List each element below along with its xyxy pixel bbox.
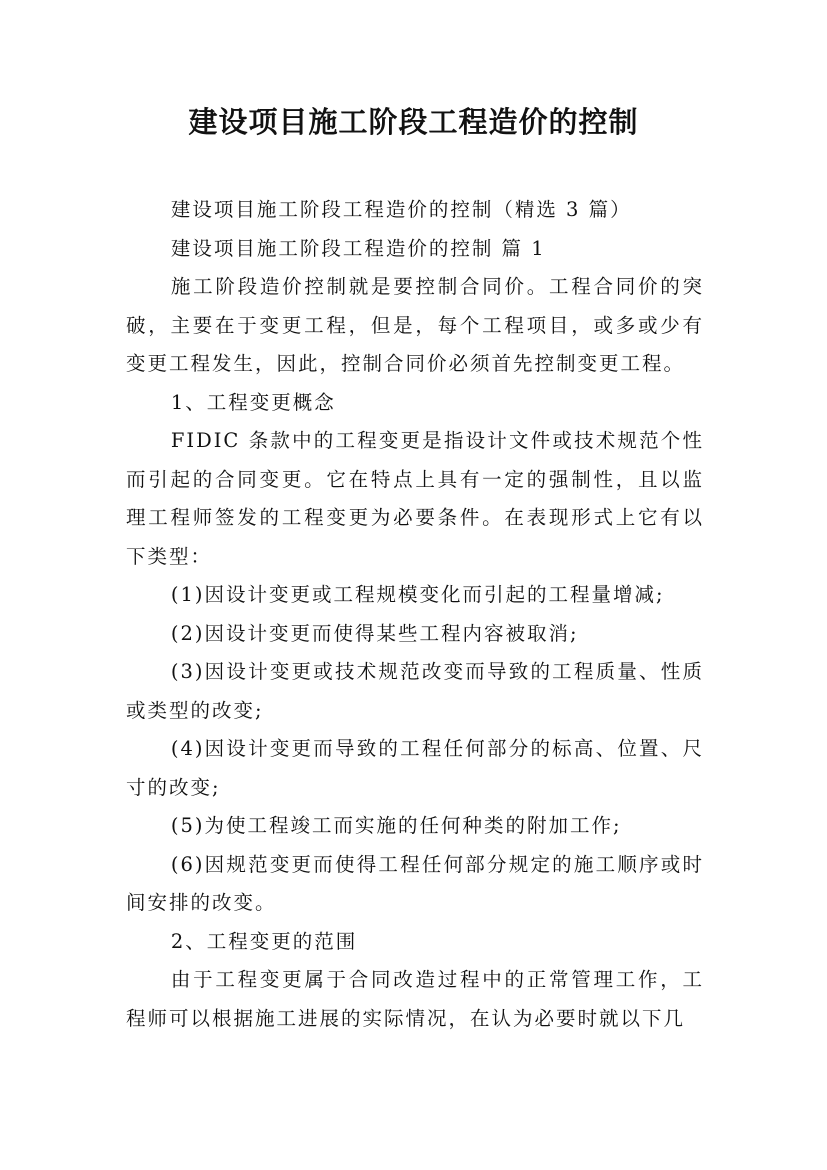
document-body xyxy=(126,191,704,1038)
numbered-heading: 2、工程变更的范围 xyxy=(170,929,358,953)
list-item: (2)因设计变更而使得某些工程内容被取消; xyxy=(170,621,579,645)
list-item: (4)因设计变更而导致的工程任何部分的标高、位置、尺寸的改变; xyxy=(126,737,704,799)
body-paragraph: 施工阶段造价控制就是要控制合同价。工程合同价的突破，主要在于变更工程，但是，每个工程项目，或多或少有变更工程发生，因此，控制合同价必须首先控制变更工程。 xyxy=(126,275,704,375)
body-paragraph: FIDIC 条款中的工程变更是指设计文件或技术规范个性而引起的合同变更。它在特点上具有一定的强制性，且以监理工程师签发的工程变更为必要条件。在表现形式上它有以下类型： xyxy=(126,429,704,568)
list-item: (1)因设计变更或工程规模变化而引起的工程量增减; xyxy=(170,583,665,606)
body-paragraph: 由于工程变更属于合同改造过程中的正常管理工作，工程师可以根据施工进展的实际情况，在认为必要时就以下几 xyxy=(126,968,704,1030)
numbered-heading: 1、工程变更概念 xyxy=(170,390,336,414)
list-item: (3)因设计变更或技术规范改变而导致的工程质量、性质或类型的改变; xyxy=(126,660,704,722)
document-title: 建设项目施工阶段工程造价的控制 xyxy=(188,105,639,139)
list-item: (6)因规范变更而使得工程任何部分规定的施工顺序或时间安排的改变。 xyxy=(126,852,704,914)
list-item: (5)为使工程竣工而实施的任何种类的附加工作; xyxy=(170,814,622,837)
subtitle-selected-paragraph: 建设项目施工阶段工程造价的控制（精选 3 篇） xyxy=(170,198,632,221)
section-heading-paragraph: 建设项目施工阶段工程造价的控制 篇 1 xyxy=(170,236,546,260)
